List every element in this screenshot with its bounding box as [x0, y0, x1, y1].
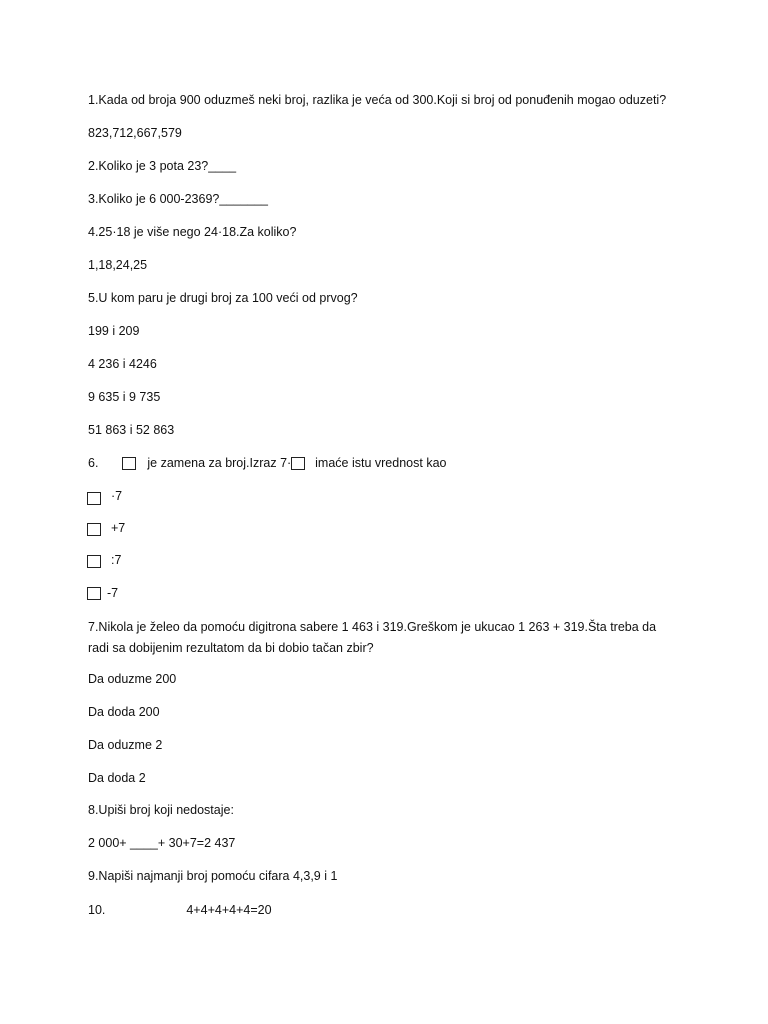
- question-6-option: +7: [111, 521, 126, 535]
- question-1: 1.Kada od broja 900 oduzmeš neki broj, razlika je veća od 300.Koji si broj od ponuđenih mogao oduzeti?: [88, 93, 667, 107]
- question-5-option: 4 236 i 4246: [88, 357, 157, 371]
- question-7: 7.Nikola je želeo da pomoću digitrona sabere 1 463 i 319.Greškom je ukucao 1 263 + 319.Šta treba da radi sa dobijenim rezultatom da bi dobio tačan zbir?: [88, 620, 657, 655]
- question-8: 8.Upiši broj koji nedostaje:: [88, 803, 234, 817]
- question-9: 9.Napiši najmanji broj pomoću cifara 4,3,9 i 1: [88, 869, 338, 883]
- question-3: 3.Koliko je 6 000-2369?_______: [88, 192, 269, 206]
- placeholder-box: [291, 457, 305, 470]
- question-6-text-b: imaće istu vrednost kao: [315, 456, 447, 470]
- question-5-option: 9 635 i 9 735: [88, 390, 161, 404]
- question-10-number: 10.: [88, 903, 106, 917]
- checkbox[interactable]: [87, 587, 101, 600]
- question-4-options: 1,18,24,25: [88, 258, 148, 272]
- question-7-option: Da oduzme 200: [88, 672, 177, 686]
- question-1-options: 823,712,667,579: [88, 126, 182, 140]
- question-5-option: 51 863 i 52 863: [88, 423, 175, 437]
- question-6-option: -7: [107, 586, 119, 600]
- checkbox[interactable]: [87, 523, 101, 536]
- question-6-number: 6.: [88, 456, 99, 470]
- question-4: 4.25·18 je više nego 24·18.Za koliko?: [88, 225, 297, 239]
- question-10: [88, 902, 272, 919]
- question-6: [88, 455, 446, 472]
- question-7-option: Da oduzme 2: [88, 738, 163, 752]
- checkbox[interactable]: [87, 555, 101, 568]
- question-6-option: :7: [111, 553, 122, 567]
- placeholder-box: [122, 457, 136, 470]
- question-5: 5.U kom paru je drugi broj za 100 veći od prvog?: [88, 291, 358, 305]
- question-6-option: ·7: [111, 489, 123, 503]
- question-7-option: Da doda 200: [88, 705, 160, 719]
- question-6-text-a: je zamena za broj.Izraz 7·: [147, 456, 292, 470]
- checkbox[interactable]: [87, 492, 101, 505]
- question-5-option: 199 i 209: [88, 324, 140, 338]
- question-10-expression: 4+4+4+4+4=20: [186, 903, 272, 917]
- question-2: 2.Koliko je 3 pota 23?____: [88, 159, 237, 173]
- question-8-expression: 2 000+ ____+ 30+7=2 437: [88, 836, 236, 850]
- question-7-option: Da doda 2: [88, 771, 146, 785]
